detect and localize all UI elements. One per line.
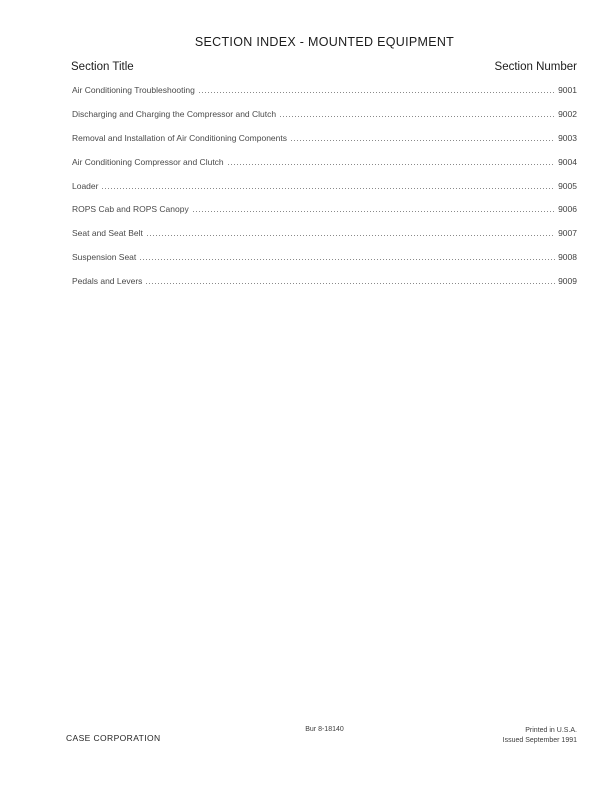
toc-row [72, 251, 577, 275]
footer-form-number: Bur 8-18140 [305, 726, 344, 733]
dotted-leader [228, 164, 555, 165]
dotted-leader [291, 140, 555, 141]
toc-row [72, 275, 577, 299]
toc-row [72, 227, 577, 251]
column-headers [71, 61, 577, 74]
page-title: SECTION INDEX - MOUNTED EQUIPMENT [194, 35, 455, 49]
toc-item-title: Air Conditioning Compressor and Clutch [72, 156, 224, 167]
toc-item-number: 9005 [558, 180, 577, 191]
dotted-leader [193, 211, 555, 212]
toc-item-title: Air Conditioning Troubleshooting [72, 85, 195, 95]
toc-item-number: 9006 [558, 204, 577, 215]
toc-item-title: Loader [72, 180, 99, 191]
toc-item-number: 9009 [558, 276, 577, 287]
toc-item-title: ROPS Cab and ROPS Canopy [72, 204, 189, 215]
toc-item-title: Removal and Installation of Air Conditioning Components [72, 132, 287, 143]
toc-item-number: 9008 [558, 252, 577, 263]
toc-list [72, 84, 577, 299]
toc-row [72, 203, 577, 227]
toc-row [72, 108, 577, 132]
dotted-leader [102, 188, 555, 189]
footer-printed-in: Printed in U.S.A. [525, 727, 577, 734]
toc-item-title: Discharging and Charging the Compressor and Clutch [72, 108, 277, 119]
dotted-leader [199, 92, 555, 93]
toc-item-number: 9003 [558, 132, 577, 143]
column-header-section-title: Section Title [71, 61, 134, 73]
footer-company-name: CASE CORPORATION [66, 733, 161, 743]
footer-issued-date: Issued September 1991 [502, 736, 577, 744]
toc-row [72, 180, 577, 204]
footer-print-info [503, 726, 577, 745]
column-header-section-number: Section Number [494, 61, 577, 73]
toc-item-number: 9007 [558, 228, 577, 239]
dotted-leader [146, 283, 555, 284]
toc-item-number: 9001 [558, 85, 577, 95]
dotted-leader [147, 235, 555, 236]
toc-item-title: Suspension Seat [72, 252, 137, 263]
toc-item-number: 9004 [558, 156, 577, 167]
toc-item-title: Pedals and Levers [72, 276, 143, 287]
toc-row [72, 156, 577, 180]
toc-row [72, 84, 577, 108]
toc-row [72, 132, 577, 156]
toc-item-title: Seat and Seat Belt [72, 228, 143, 239]
dotted-leader [140, 259, 555, 260]
dotted-leader [280, 116, 555, 117]
toc-item-number: 9002 [558, 108, 577, 119]
